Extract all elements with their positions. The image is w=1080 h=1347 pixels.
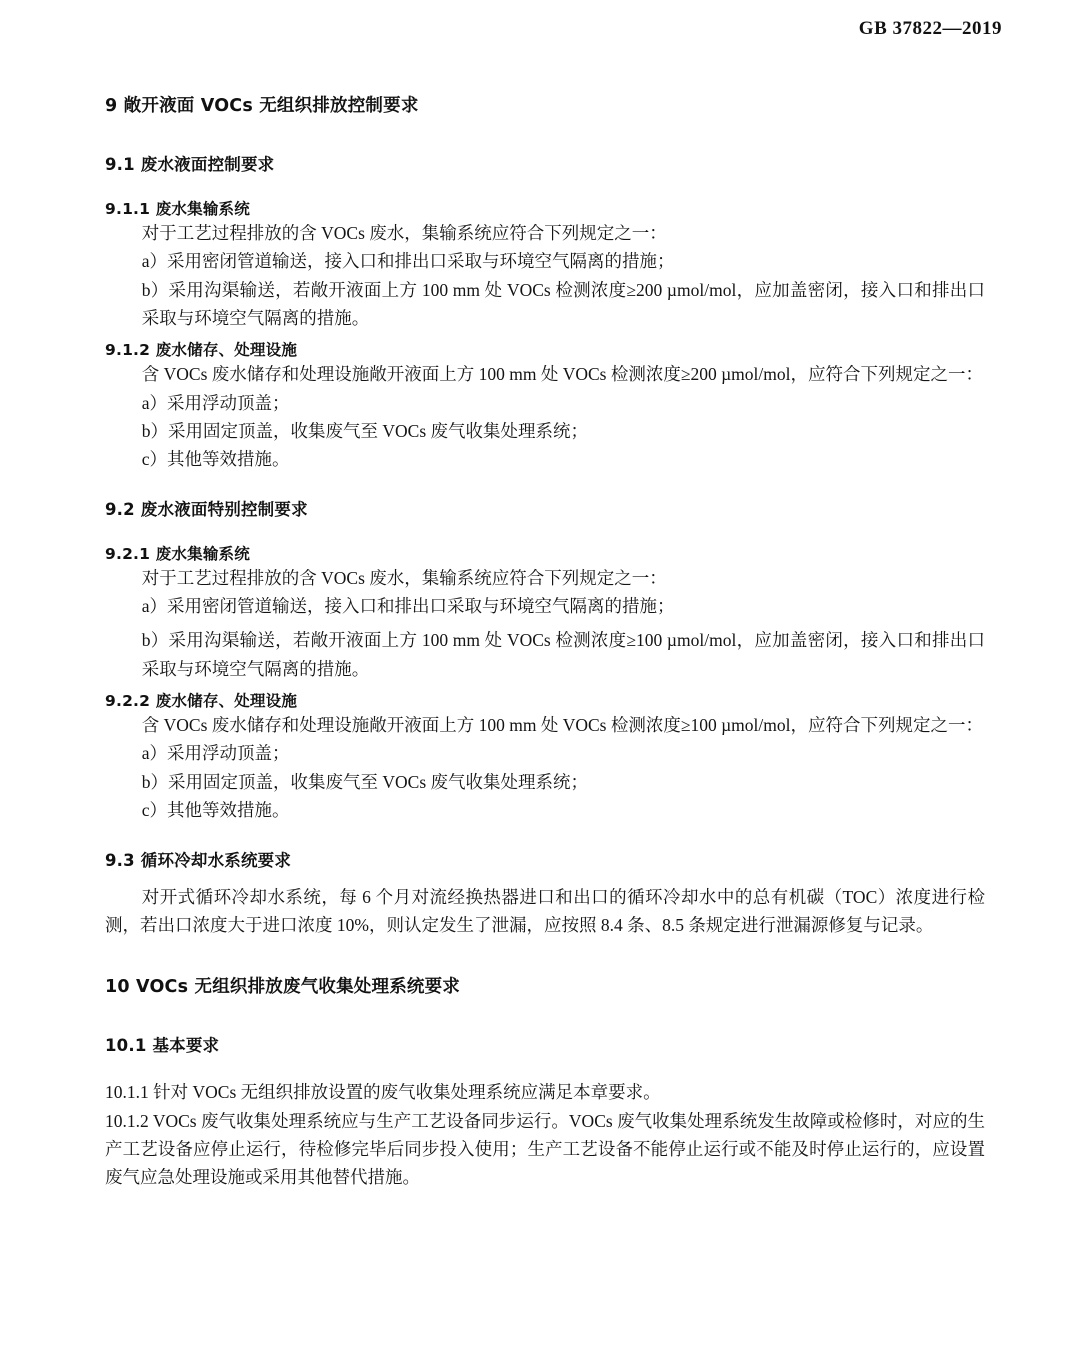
heading-section-9-2-2: 9.2.2 废水储存、处理设施: [105, 692, 298, 711]
paragraph-10-1-1: 10.1.1 针对 VOCs 无组织排放设置的废气收集处理系统应满足本章要求。: [105, 1082, 661, 1103]
spacer: [105, 998, 985, 1032]
spacer: [105, 117, 985, 151]
heading-section-9-1: 9.1 废水液面控制要求: [105, 155, 275, 174]
heading-section-9-2: 9.2 废水液面特别控制要求: [105, 499, 308, 519]
list-item-9-1-2-c: c）其他等效措施。: [141, 449, 290, 470]
list-item-9-1-1-b: b）采用沟渠输送，若敞开液面上方 100 mm 处 VOCs 检测浓度≥200 µmol/mol，应加盖密闭，接入口和排出口采取与环境空气隔离的措施。: [141, 279, 985, 329]
heading-section-9-1-1: 9.1.1 废水集输系统: [105, 200, 250, 218]
spacer: [105, 175, 985, 197]
paragraph-9-1-1-intro: 对于工艺过程排放的含 VOCs 废水，集输系统应符合下列规定之一：: [141, 223, 667, 243]
spacer: [105, 939, 985, 973]
paragraph-9-3: 对开式循环冷却水系统，每 6 个月对流经换热器进口和出口的循环冷却水中的总有机碳（TOC）浓度进行检测，若出口浓度大于进口浓度 10%，则认定发生了泄漏，应按照 8.4 条、8.5 条规定进行泄漏源修复与记录。: [105, 886, 985, 935]
list-item-9-1-1-a: a）采用密闭管道输送，接入口和排出口采取与环境空气隔离的措施；: [141, 251, 675, 272]
spacer: [105, 871, 985, 883]
heading-section-10: 10 VOCs 无组织排放废气收集处理系统要求: [105, 977, 461, 998]
list-item-9-2-2-a: a）采用浮动顶盖；: [141, 743, 290, 764]
list-item-9-2-2-c: c）其他等效措施。: [141, 800, 290, 821]
list-item-9-1-2-a: a）采用浮动顶盖；: [141, 392, 290, 413]
paragraph-9-2-2-intro: 含 VOCs 废水储存和处理设施敞开液面上方 100 mm 处 VOCs 检测浓度≥100 µmol/mol，应符合下列规定之一：: [141, 715, 983, 736]
spacer: [105, 520, 985, 542]
list-item-9-2-2-b: b）采用固定顶盖，收集废气至 VOCs 废气收集处理系统；: [141, 771, 589, 792]
spacer: [105, 1056, 985, 1078]
paragraph-10-1-2: 10.1.2 VOCs 废气收集处理系统应与生产工艺设备同步运行。VOCs 废气收集处理系统发生故障或检修时，对应的生产工艺设备应停止运行，待检修完毕后同步投入使用；生产工艺设备不能停止运行或不能及时停止运行的，应设置废气应急处理设施或采用其他替代措施。: [105, 1110, 985, 1188]
list-item-9-1-2-b: b）采用固定顶盖，收集废气至 VOCs 废气收集处理系统；: [141, 421, 589, 442]
paragraph-9-2-1-intro: 对于工艺过程排放的含 VOCs 废水，集输系统应符合下列规定之一：: [141, 567, 667, 588]
document-body: [105, 92, 985, 1192]
list-item-9-2-1-a: a）采用密闭管道输送，接入口和排出口采取与环境空气隔离的措施；: [141, 596, 675, 617]
list-item-9-2-1-b: b）采用沟渠输送，若敞开液面上方 100 mm 处 VOCs 检测浓度≥100 µmol/mol，应加盖密闭，接入口和排出口采取与环境空气隔离的措施。: [141, 630, 985, 679]
spacer: [105, 474, 985, 496]
heading-section-9-3: 9.3 循环冷却水系统要求: [105, 850, 292, 870]
page-header-standard-code: GB 37822—2019: [858, 18, 1002, 39]
paragraph-9-1-2-intro: 含 VOCs 废水储存和处理设施敞开液面上方 100 mm 处 VOCs 检测浓度≥200 µmol/mol，应符合下列规定之一：: [141, 364, 983, 385]
heading-section-9: 9 敞开液面 VOCs 无组织排放控制要求: [105, 96, 419, 116]
heading-section-9-2-1: 9.2.1 废水集输系统: [105, 544, 250, 563]
heading-section-10-1: 10.1 基本要求: [105, 1036, 220, 1056]
spacer: [105, 825, 985, 847]
heading-section-9-1-2: 9.1.2 废水储存、处理设施: [105, 341, 298, 360]
